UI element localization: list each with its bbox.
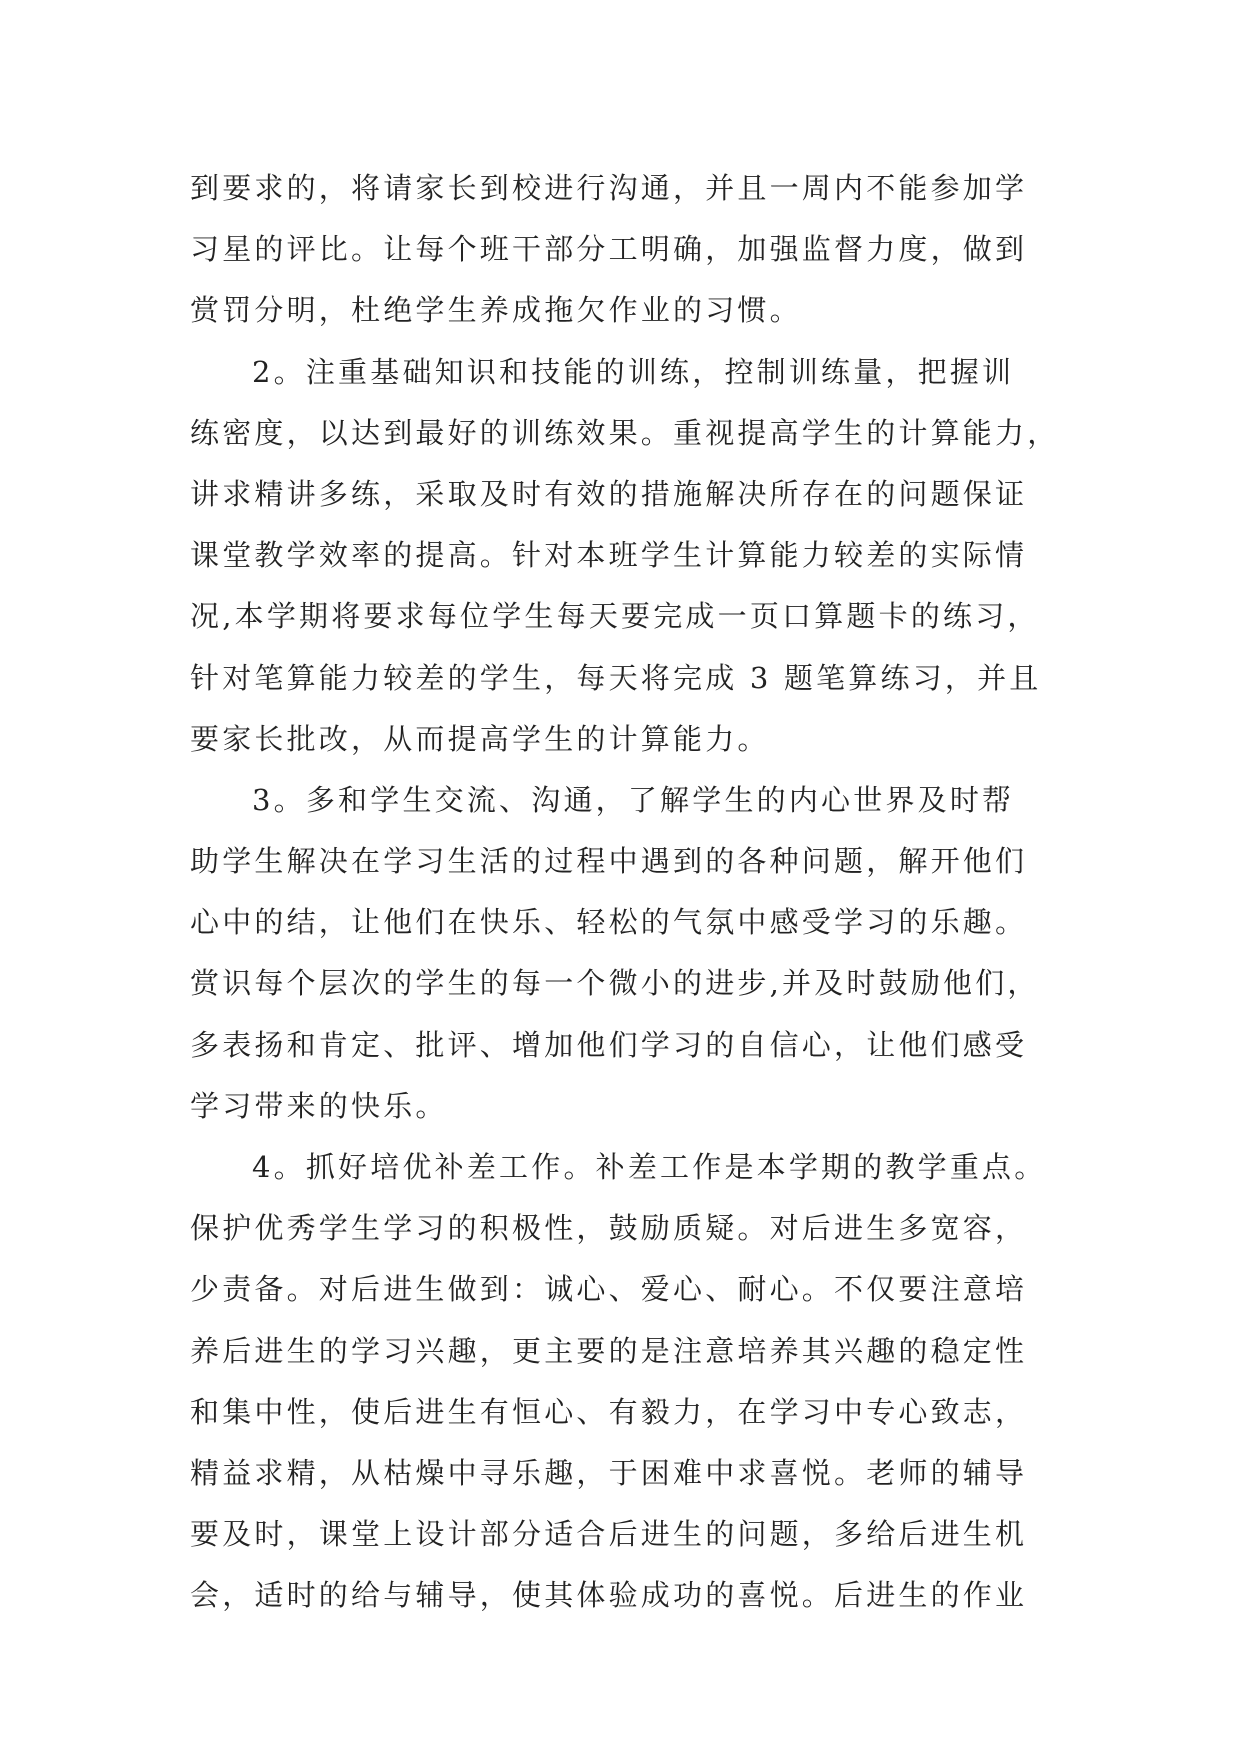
paragraph-start-line: 2。注重基础知识和技能的训练，控制训练量，把握训 bbox=[252, 354, 1015, 389]
text-line: 心中的结，让他们在快乐、轻松的气氛中感受学习的乐趣。 bbox=[190, 905, 1028, 940]
text-line: 到要求的，将请家长到校进行沟通，并且一周内不能参加学 bbox=[190, 171, 1028, 205]
text-line: 要家长批改，从而提高学生的计算能力。 bbox=[190, 721, 770, 756]
text-line: 养后进生的学习兴趣，更主要的是注意培养其兴趣的稳定性 bbox=[190, 1333, 1028, 1368]
text-line: 精益求精，从枯燥中寻乐趣，于困难中求喜悦。老师的辅导 bbox=[190, 1455, 1028, 1490]
paragraph-start-line: 4。抓好培优补差工作。补差工作是本学期的教学重点。 bbox=[252, 1150, 1047, 1184]
text-line: 针对笔算能力较差的学生，每天将完成 3 题笔算练习，并且 bbox=[190, 660, 1042, 695]
text-line: 助学生解决在学习生活的过程中遇到的各种问题，解开他们 bbox=[190, 844, 1028, 879]
text-line: 练密度，以达到最好的训练效果。重视提高学生的计算能力， bbox=[190, 415, 1060, 450]
text-line: 会，适时的给与辅导，使其体验成功的喜悦。后进生的作业 bbox=[190, 1578, 1028, 1613]
body-text bbox=[190, 158, 1060, 1627]
text-line: 赏罚分明，杜绝学生养成拖欠作业的习惯。 bbox=[190, 293, 802, 328]
text-line: 讲求精讲多练，采取及时有效的措施解决所存在的问题保证 bbox=[190, 476, 1028, 511]
text-line: 和集中性，使后进生有恒心、有毅力，在学习中专心致志， bbox=[190, 1394, 1028, 1429]
text-line: 习星的评比。让每个班干部分工明确，加强监督力度，做到 bbox=[190, 232, 1028, 267]
text-line: 况,本学期将要求每位学生每天要完成一页口算题卡的练习， bbox=[190, 599, 1040, 634]
text-line: 多表扬和肯定、批评、增加他们学习的自信心，让他们感受 bbox=[190, 1027, 1028, 1062]
text-line: 赏识每个层次的学生的每一个微小的进步,并及时鼓励他们， bbox=[190, 966, 1040, 1001]
text-line: 要及时，课堂上设计部分适合后进生的问题，多给后进生机 bbox=[190, 1517, 1028, 1552]
text-line: 少责备。对后进生做到：诚心、爱心、耐心。不仅要注意培 bbox=[190, 1272, 1028, 1307]
paragraph-start-line: 3。多和学生交流、沟通，了解学生的内心世界及时帮 bbox=[252, 782, 1015, 817]
text-line: 保护优秀学生学习的积极性，鼓励质疑。对后进生多宽容， bbox=[190, 1211, 1028, 1246]
text-line: 课堂教学效率的提高。针对本班学生计算能力较差的实际情 bbox=[190, 538, 1028, 573]
text-line: 学习带来的快乐。 bbox=[190, 1088, 448, 1123]
